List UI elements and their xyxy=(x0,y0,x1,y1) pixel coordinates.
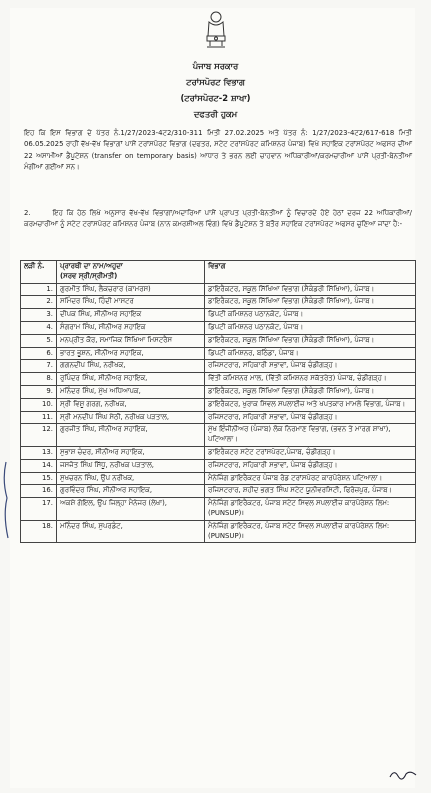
serial-cell: 17. xyxy=(21,498,57,521)
department-cell: ਰਜਿਸਟਰਾਰ, ਸਹਿਕਾਰੀ ਸਭਾਵਾਂ, ਪੰਜਾਬ ਚੰਡੀਗੜ੍ਹ। xyxy=(205,411,416,424)
table-header-row xyxy=(21,261,416,284)
department-cell: ਮੈਨੇਜਿੰਗ ਡਾਇਰੈਕਟਰ, ਪੰਜਾਬ ਸਟੇਟ ਸਿਵਲ ਸਪਲਾਈਜ਼ ਕਾਰਪੋਰੇਸ਼ਨ ਲਿਮ: (PUNSUP)। xyxy=(205,498,416,521)
department-cell: ਡਾਇਰੈਕਟਰ, ਸਕੂਲ ਸਿੱਖਿਆ ਵਿਭਾਗ (ਸੈਕੰਡਰੀ ਸਿੱਖਿਆ), ਪੰਜਾਬ। xyxy=(205,296,416,309)
table-row xyxy=(21,498,416,521)
table-row xyxy=(21,283,416,296)
name-cell: ਦੀਪਕ ਸਿੰਘ, ਸੀਨੀਅਰ ਸਹਾਇਕ xyxy=(57,309,205,322)
department-cell: ਡਾਇਰੈਕਟਰ, ਸਕੂਲ ਸਿੱਖਿਆ ਵਿਭਾਗ (ਸੈਕੰਡਰੀ ਸਿੱਖਿਆ), ਪੰਜਾਬ। xyxy=(205,283,416,296)
table-row xyxy=(21,373,416,386)
department-cell: ਡਿਪਟੀ ਕਮਿਸ਼ਨਰ, ਬਠਿੰਡਾ, ਪੰਜਾਬ। xyxy=(205,347,416,360)
name-cell: ਭਾਰਤ ਭੂਸ਼ਨ, ਸੀਨੀਅਰ ਸਹਾਇਕ, xyxy=(57,347,205,360)
name-cell: ਗੁਰਵਿੰਦਰ ਸਿੰਘ, ਸੀਨੀਅਰ ਸਹਾਇਕ, xyxy=(57,485,205,498)
name-cell: ਅਕਸ਼ੇ ਗੋਇਲ, ਉਪ ਜਿਲ੍ਹਾ ਮੈਨੇਜਰ (ਲੇਖਾ), xyxy=(57,498,205,521)
serial-cell: 3. xyxy=(21,309,57,322)
name-cell: ਜਸਜੋਤ ਸਿੰਘ ਸਿੱਧੂ, ਨਰੀਖਕ ਪੜਤਾਲ, xyxy=(57,459,205,472)
order-title: ਦਫਤਰੀ ਹੁਕਮ xyxy=(193,109,238,119)
serial-cell: 6. xyxy=(21,347,57,360)
name-cell: ਗੁਰਜੀਤ ਸਿੰਘ, ਸੀਨੀਅਰ ਸਹਾਇਕ, xyxy=(57,424,205,447)
serial-cell: 5. xyxy=(21,334,57,347)
table-row xyxy=(21,459,416,472)
department-cell: ਡਾਇਰੈਕਟਰ, ਖੁਰਾਕ ਸਿਵਲ ਸਪਲਾਈਜ਼ ਅਤੇ ਖਪਤਕਾਰ ਮਾਮਲੇ ਵਿਭਾਗ, ਪੰਜਾਬ। xyxy=(205,398,416,411)
branch-title: (ਟਰਾਂਸਪੋਰਟ-2 ਸ਼ਾਖਾ) xyxy=(180,93,251,103)
serial-cell: 16. xyxy=(21,485,57,498)
department-cell: ਰਜਿਸਟਰਾਰ, ਸ਼ਹੀਦ ਭਗਤ ਸਿੰਘ ਸਟੇਟ ਯੂਨੀਵਰਸਿਟੀ, ਫਿਰੋਜ਼ਪੁਰ, ਪੰਜਾਬ। xyxy=(205,485,416,498)
name-cell: ਮਨਿੰਦਰ ਸਿੰਘ, ਮੁੱਖ ਅਧਿਆਪਕ, xyxy=(57,385,205,398)
signature-mark xyxy=(389,767,417,781)
table-row xyxy=(21,446,416,459)
department-cell: ਰਜਿਸਟਰਾਰ, ਸਹਿਕਾਰੀ ਸਭਾਵਾਂ, ਪੰਜਾਬ ਚੰਡੀਗੜ੍ਹ। xyxy=(205,459,416,472)
table-row xyxy=(21,398,416,411)
department-cell: ਰਜਿਸਟਰਾਰ, ਸਹਿਕਾਰੀ ਸਭਾਵਾਂ, ਪੰਜਾਬ ਚੰਡੀਗੜ੍ਹ। xyxy=(205,360,416,373)
serial-cell: 11. xyxy=(21,411,57,424)
serial-cell: 1. xyxy=(21,283,57,296)
state-emblem-icon xyxy=(203,10,229,50)
serial-cell: 12. xyxy=(21,424,57,447)
name-cell: ਮਨਪ੍ਰੀਤ ਕੌਰ, ਸਮਾਜਿਕ ਸਿੱਖਿਆ ਮਿਸਟਰੈਸ xyxy=(57,334,205,347)
department-cell: ਡਾਇਰੈਕਟਰ, ਸਕੂਲ ਸਿੱਖਿਆ ਵਿਭਾਗ (ਸੈਕੰਡਰੀ ਸਿੱਖਿਆ), ਪੰਜਾਬ। xyxy=(205,334,416,347)
department-cell: ਡਾਇਰੈਕਟਰ, ਸਕੂਲ ਸਿੱਖਿਆ ਵਿਭਾਗ (ਸੈਕੰਡਰੀ ਸਿੱਖਿਆ), ਪੰਜਾਬ। xyxy=(205,385,416,398)
header-department: ਵਿਭਾਗ xyxy=(205,261,416,284)
header-serial: ਲੜੀ ਨੰ. xyxy=(21,261,57,284)
table-row xyxy=(21,411,416,424)
serial-cell: 15. xyxy=(21,472,57,485)
name-cell: ਗੁਰਮੀਤ ਸਿੰਘ, ਲੈਕਚਰਾਰ (ਕਾਮਰਸ) xyxy=(57,283,205,296)
serial-cell: 7. xyxy=(21,360,57,373)
serial-cell: 18. xyxy=(21,520,57,543)
serial-cell: 9. xyxy=(21,385,57,398)
serial-cell: 2. xyxy=(21,296,57,309)
table-row xyxy=(21,334,416,347)
department-cell: ਮੈਨੇਜਿੰਗ ਡਾਇਰੈਕਟਰ, ਪੰਜਾਬ ਸਟੇਟ ਸਿਵਲ ਸਪਲਾਈਜ਼ ਕਾਰਪੋਰੇਸ਼ਨ ਲਿਮ: (PUNSUP)। xyxy=(205,520,416,543)
department-title: ਟਰਾਂਸਪੋਰਟ ਵਿਭਾਗ xyxy=(186,77,245,87)
header-name: ਪ੍ਰਾਰਥੀ ਦਾ ਨਾਮ/ਅਹੁਦਾ (ਸਰਵ ਸ੍ਰੀ/ਸ੍ਰੀਮਤੀ) xyxy=(57,261,205,284)
department-cell: ਵਿੱਤੀ ਕਮਿਸ਼ਨਰ ਮਾਲ, (ਵਿੱਤੀ ਕਮਿਸ਼ਨਰ ਸਕੱਤਰੇਤ) ਪੰਜਾਬ, ਚੰਡੀਗੜ੍ਹ। xyxy=(205,373,416,386)
table-row xyxy=(21,347,416,360)
serial-cell: 13. xyxy=(21,446,57,459)
selection-table xyxy=(20,260,416,543)
department-cell: ਡਾਇਰੈਕਟਰ ਸਟੇਟ ਟਰਾਂਸਪੋਰਟ,ਪੰਜਾਬ, ਚੰਡੀਗੜ੍ਹ। xyxy=(205,446,416,459)
table-row xyxy=(21,472,416,485)
table-row xyxy=(21,309,416,322)
table-row xyxy=(21,485,416,498)
name-cell: ਸ੍ਰੀ ਮਨਦੀਪ ਸਿੰਘ ਸੇਠੀ, ਨਰੀਖਕ ਪੜਤਾਲ, xyxy=(57,411,205,424)
govt-title: ਪੰਜਾਬ ਸਰਕਾਰ xyxy=(192,61,239,71)
name-cell: ਸ੍ਰੀ ਵਿਸ਼ੂ ਗਰਗ, ਨਰੀਖਕ, xyxy=(57,398,205,411)
name-cell: ਰੁਪਿੰਦਰ ਸਿੰਘ, ਸੀਨੀਅਰ ਸਹਾਇਕ, xyxy=(57,373,205,386)
serial-cell: 10. xyxy=(21,398,57,411)
serial-cell: 8. xyxy=(21,373,57,386)
paragraph-1: ਇਹ ਕਿ ਇਸ ਵਿਭਾਗ ਦੇ ਪੱਤਰ ਨੰ.1/27/2023-4ਟ2/310-311 ਮਿਤੀ 27.02.2025 ਅਤੇ ਪੱਤਰ ਨੰ: 1/27/2023-4ਟ2/617-618 ਮਿਤੀ 06.05.2025 ਰਾਹੀਂ ਵੱਖ-ਵੱਖ ਵਿਭਾਗਾਂ ਪਾਸੋਂ ਟਰਾਂਸਪੋਰਟ ਵਿਭਾਗ (ਦਫਤਰ, ਸਟੇਟ ਟਰਾਂਸਪੋਰਟ ਕਮਿਸ਼ਨਰ ਪੰਜਾਬ) ਵਿਖੇ ਸਹਾਇਕ ਟਰਾਂਸਪੋਰਟ ਅਫਸਰ ਦੀਆਂ 22 ਅਸਾਮੀਆਂ ਡੈਪੂਟੇਸ਼ਨ (transfer on temporary basis) ਆਧਾਰ ਤੇ ਭਰਨ ਲਈ ਚਾਹਵਾਨ ਅਧਿਕਾਰੀਆਂ/ਕਰਮਚਾਰੀਆਂ ਪਾਸੋਂ ਪ੍ਰਤੀ-ਬੇਨਤੀਆਂ ਮੰਗੀਆਂ ਗਈਆਂ ਸਨ। xyxy=(24,129,412,171)
name-cell: ਗਗਨਦੀਪ ਸਿੰਘ, ਨਰੀਖਕ, xyxy=(57,360,205,373)
margin-ink-marks xyxy=(0,460,12,540)
name-cell: ਸੰਗਰਾਮ ਸਿੰਘ, ਸੀਨੀਅਰ ਸਹਾਇਕ xyxy=(57,321,205,334)
department-cell: ਡਿਪਟੀ ਕਮਿਸ਼ਨਰ ਪਠਾਨਕੋਟ, ਪੰਜਾਬ। xyxy=(205,321,416,334)
table-row xyxy=(21,424,416,447)
table-row xyxy=(21,296,416,309)
table-row xyxy=(21,385,416,398)
name-cell: ਸੁਖਚਰਨ ਸਿੰਘ, ਉਪ ਨਰੀਖਕ, xyxy=(57,472,205,485)
department-cell: ਡਿਪਟੀ ਕਮਿਸ਼ਨਰ ਪਠਾਨਕੋਟ, ਪੰਜਾਬ। xyxy=(205,309,416,322)
paragraph-2: 2. ਇਹ ਕਿ ਹੇਠ ਲਿਖੇ ਅਨੁਸਾਰ ਵੱਖ-ਵੱਖ ਵਿਭਾਗਾਂ/ਅਦਾਰਿਆਂ ਪਾਸੋਂ ਪ੍ਰਾਪਤ ਪ੍ਰਤੀ-ਬੇਨਤੀਆਂ ਨੂੰ ਵਿਚਾਰਦੇ ਹੋਏ ਹੇਠਾਂ ਦਰਜ 22 ਅਧਿਕਾਰੀਆਂ/ਕਰਮਚਾਰੀਆਂ ਨੂੰ ਸਟੇਟ ਟਰਾਂਸਪੋਰਟ ਕਮਿਸ਼ਨਰ ਪੰਜਾਬ (ਨਾਨ ਕਮਰਸ਼ੀਅਲ ਵਿੰਗ) ਵਿਖੇ ਡੈਪੂਟੇਸ਼ਨ ਤੇ ਬਤੌਰ ਸਹਾਇਕ ਟਰਾਂਸਪੋਰਟ ਅਫਸਰ ਚੁਣਿਆ ਜਾਂਦਾ ਹੈ:- xyxy=(24,209,412,229)
department-cell: ਮੁੱਖ ਇੰਜੀਨੀਅਰ (ਪੰਜਾਬ) ਲੋਕ ਨਿਰਮਾਣ ਵਿਭਾਗ, (ਭਵਨ ਤੇ ਮਾਰਗ ਸ਼ਾਖਾ), ਪਟਿਆਲਾ। xyxy=(205,424,416,447)
table-row xyxy=(21,321,416,334)
department-cell: ਮੈਨੇਜਿੰਗ ਡਾਇਰੈਕਟਰ ਪੰਜਾਬ ਰੋਡ ਟਰਾਂਸਪੋਰਟ ਕਾਰਪੋਰੇਸ਼ਨ ਪਟਿਆਲਾ। xyxy=(205,472,416,485)
table-row xyxy=(21,520,416,543)
name-cell: ਸੁਭਾਸ਼ ਚੰਦਰ, ਸੀਨੀਅਰ ਸਹਾਇਕ, xyxy=(57,446,205,459)
name-cell: ਸਮਿੰਦਰ ਸਿੰਘ, ਹਿੰਦੀ ਮਾਸਟਰ xyxy=(57,296,205,309)
serial-cell: 4. xyxy=(21,321,57,334)
table-row xyxy=(21,360,416,373)
serial-cell: 14. xyxy=(21,459,57,472)
name-cell: ਮਨਿੰਦਰ ਸਿੰਘ, ਸੁਪਰਡੰਟ, xyxy=(57,520,205,543)
